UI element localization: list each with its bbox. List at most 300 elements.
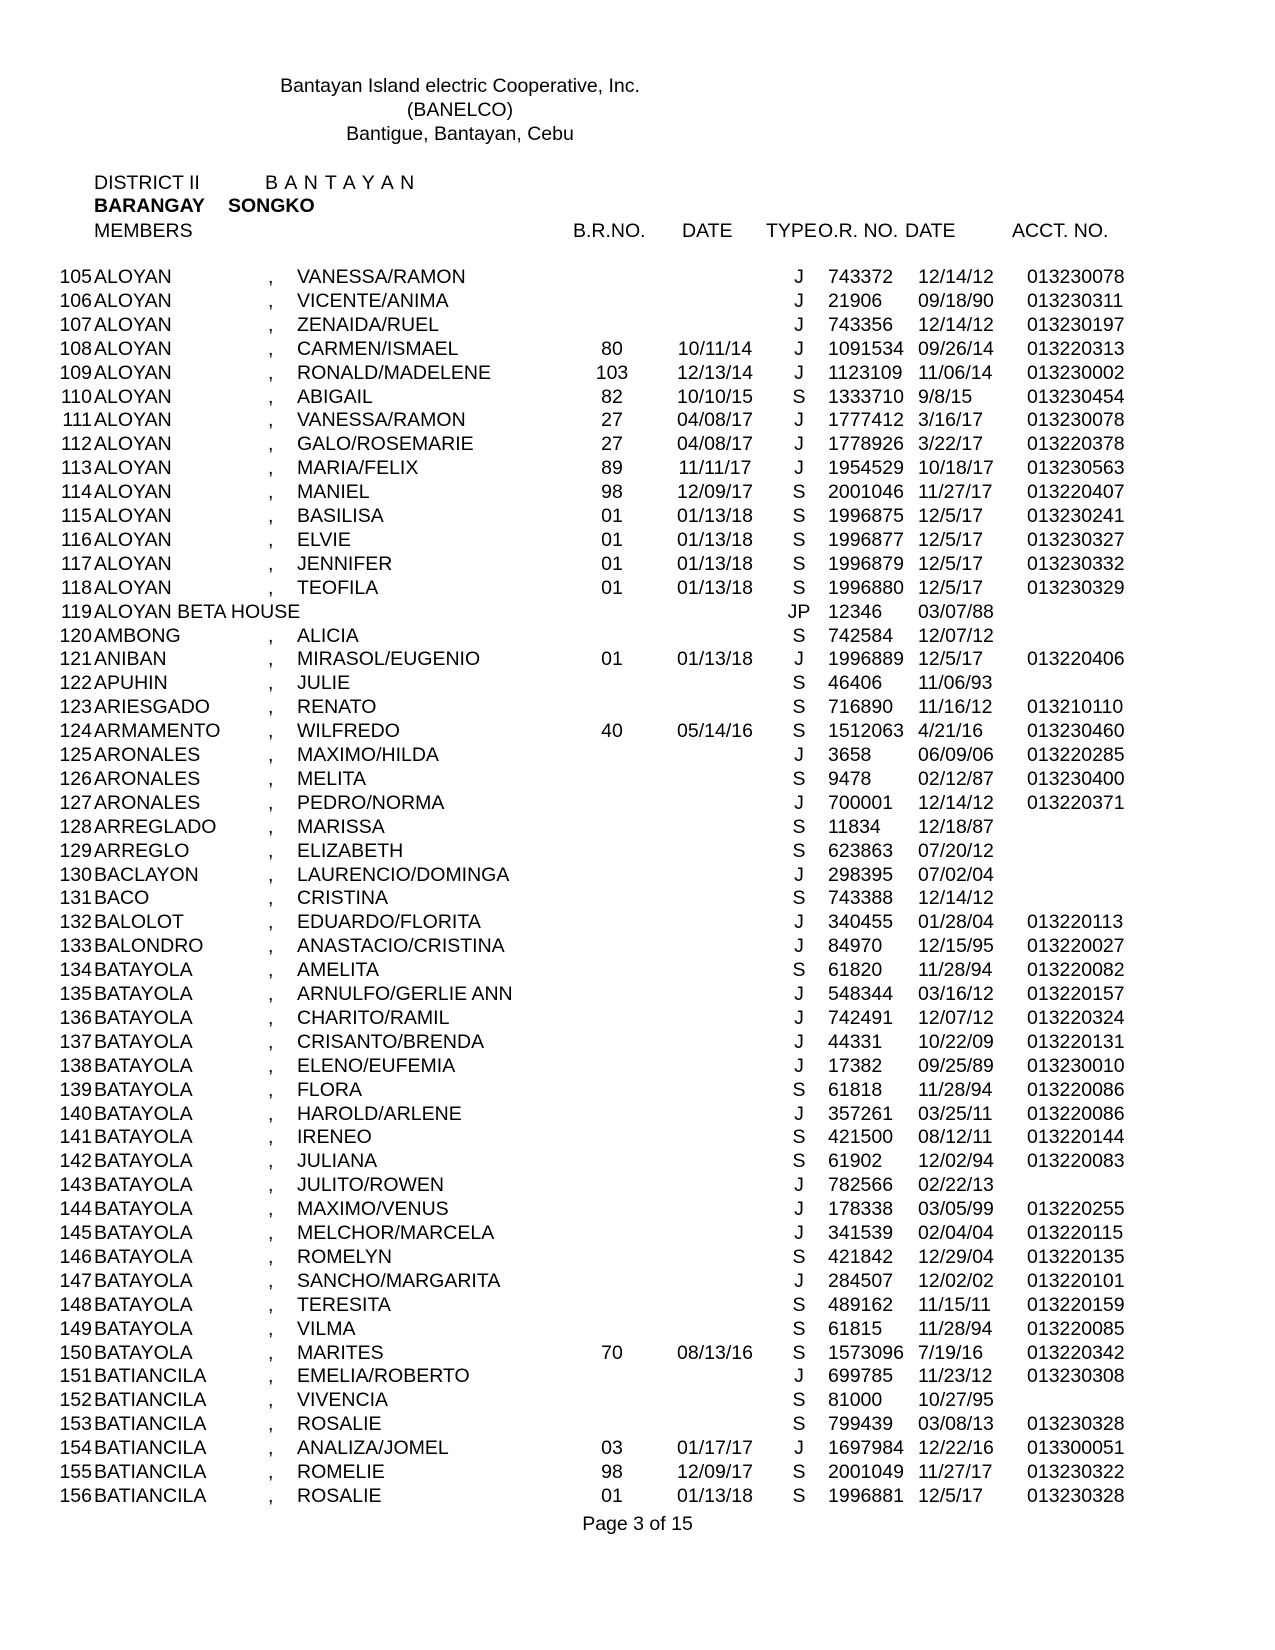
or-number: 341539 bbox=[828, 1222, 894, 1244]
br-date: 01/13/18 bbox=[677, 648, 753, 671]
or-date: 10/27/95 bbox=[918, 1389, 994, 1412]
br-number: 03 bbox=[601, 1437, 623, 1460]
table-row bbox=[0, 553, 1275, 577]
br-date: 05/14/16 bbox=[677, 720, 753, 743]
table-row bbox=[0, 1413, 1275, 1437]
member-type: S bbox=[792, 552, 806, 575]
member-type: J bbox=[794, 791, 804, 814]
last-name: BATAYOLA bbox=[94, 1174, 193, 1197]
table-row bbox=[0, 290, 1275, 314]
account-number: 013220378 bbox=[1027, 433, 1125, 456]
account-number: 013230454 bbox=[1027, 385, 1125, 408]
or-number: 21906 bbox=[828, 289, 883, 312]
or-date: 11/27/17 bbox=[918, 481, 993, 504]
name-separator: , bbox=[268, 433, 274, 456]
member-type: J bbox=[794, 313, 804, 336]
or-date: 12/18/87 bbox=[918, 815, 994, 838]
or-date: 3/16/17 bbox=[918, 409, 984, 432]
col-date: DATE bbox=[682, 220, 733, 242]
row-number: 116 bbox=[60, 528, 92, 551]
account-number: 013220131 bbox=[1027, 1030, 1125, 1053]
first-names: ANASTACIO/CRISTINA bbox=[297, 935, 505, 958]
last-name: ARONALES bbox=[94, 791, 201, 814]
or-date: 12/14/12 bbox=[918, 266, 994, 288]
table-row bbox=[0, 1126, 1275, 1150]
account-number: 013230241 bbox=[1027, 505, 1125, 527]
first-names: ARNULFO/GERLIE ANN bbox=[297, 983, 513, 1005]
member-type: J bbox=[794, 1365, 804, 1388]
or-date: 03/25/11 bbox=[918, 1102, 993, 1125]
name-separator: , bbox=[268, 1293, 274, 1316]
last-name: AMBONG bbox=[94, 624, 181, 647]
last-name: BATAYOLA bbox=[94, 1006, 193, 1029]
table-row bbox=[0, 1485, 1275, 1509]
name-separator: , bbox=[268, 481, 274, 504]
table-row bbox=[0, 481, 1275, 505]
last-name: ANIBAN bbox=[94, 648, 167, 671]
or-number: 17382 bbox=[828, 1054, 883, 1077]
account-number: 013220324 bbox=[1027, 1006, 1125, 1029]
member-type: J bbox=[794, 1054, 804, 1077]
or-date: 01/28/04 bbox=[918, 911, 994, 934]
account-number: 013220113 bbox=[1027, 911, 1124, 934]
row-number: 107 bbox=[59, 313, 92, 336]
br-number: 98 bbox=[601, 481, 623, 504]
last-name: ALOYAN bbox=[94, 552, 172, 575]
or-number: 357261 bbox=[828, 1102, 894, 1125]
member-type: J bbox=[794, 1102, 804, 1125]
or-date: 12/5/17 bbox=[918, 648, 984, 671]
br-number: 27 bbox=[601, 409, 623, 432]
or-number: 44331 bbox=[828, 1030, 883, 1053]
last-name: APUHIN bbox=[94, 672, 168, 695]
row-number: 113 bbox=[60, 457, 92, 480]
row-number: 154 bbox=[59, 1437, 92, 1460]
member-type: S bbox=[792, 1389, 806, 1412]
member-type: S bbox=[792, 672, 806, 695]
first-names: VICENTE/ANIMA bbox=[297, 289, 449, 312]
row-number: 152 bbox=[59, 1389, 92, 1412]
account-number: 013220115 bbox=[1027, 1222, 1124, 1244]
account-number: 013220101 bbox=[1027, 1269, 1125, 1292]
member-type: J bbox=[794, 648, 804, 671]
first-names: SANCHO/MARGARITA bbox=[297, 1269, 501, 1292]
first-names: GALO/ROSEMARIE bbox=[297, 433, 474, 456]
or-number: 1996880 bbox=[828, 576, 904, 599]
table-row bbox=[0, 720, 1275, 744]
first-names: ALICIA bbox=[297, 624, 359, 647]
or-number: 1091534 bbox=[828, 337, 904, 360]
page-number: Page 3 of 15 bbox=[582, 1513, 693, 1535]
col-members: MEMBERS bbox=[94, 220, 193, 242]
name-separator: , bbox=[268, 1365, 274, 1388]
br-date: 04/08/17 bbox=[677, 409, 753, 432]
table-row bbox=[0, 1198, 1275, 1222]
name-separator: , bbox=[268, 815, 274, 838]
br-date: 04/08/17 bbox=[677, 433, 753, 456]
member-type: J bbox=[794, 337, 804, 360]
member-type: S bbox=[792, 1293, 806, 1316]
account-number: 013220135 bbox=[1027, 1245, 1125, 1268]
account-number: 013230308 bbox=[1027, 1365, 1125, 1388]
name-separator: , bbox=[268, 457, 274, 480]
member-type: S bbox=[792, 1150, 806, 1173]
member-type: S bbox=[792, 1461, 806, 1483]
first-names: TERESITA bbox=[297, 1293, 391, 1316]
table-row bbox=[0, 505, 1275, 529]
first-names: JULITO/ROWEN bbox=[297, 1174, 444, 1197]
col-br-no: B.R.NO. bbox=[573, 220, 646, 242]
or-date: 11/16/12 bbox=[918, 696, 993, 719]
first-names: CRISTINA bbox=[297, 887, 389, 910]
member-type: S bbox=[792, 1317, 806, 1340]
name-separator: , bbox=[268, 552, 274, 575]
last-name: BACO bbox=[94, 887, 150, 910]
table-row bbox=[0, 648, 1275, 672]
br-number: 01 bbox=[601, 1484, 623, 1507]
br-number: 01 bbox=[601, 552, 623, 575]
first-names: ELENO/EUFEMIA bbox=[297, 1054, 456, 1077]
or-number: 743372 bbox=[828, 266, 894, 288]
last-name: BATAYOLA bbox=[94, 959, 193, 982]
name-separator: , bbox=[268, 767, 274, 790]
first-names: RONALD/MADELENE bbox=[297, 361, 491, 384]
last-name: BATAYOLA bbox=[94, 1102, 193, 1125]
table-row bbox=[0, 529, 1275, 553]
member-type: J bbox=[794, 266, 804, 288]
or-number: 1123109 bbox=[828, 361, 903, 384]
account-number: 013220027 bbox=[1027, 935, 1125, 958]
account-number: 013220157 bbox=[1027, 983, 1125, 1005]
br-number: 82 bbox=[601, 385, 623, 408]
account-number: 013220313 bbox=[1027, 337, 1125, 360]
br-number: 40 bbox=[601, 720, 623, 743]
table-row bbox=[0, 386, 1275, 410]
last-name: ALOYAN bbox=[94, 481, 172, 504]
name-separator: , bbox=[268, 1030, 274, 1053]
or-date: 03/08/13 bbox=[918, 1413, 994, 1436]
table-row bbox=[0, 1055, 1275, 1079]
first-names: VILMA bbox=[297, 1317, 356, 1340]
last-name: ALOYAN bbox=[94, 505, 172, 527]
account-number: 013220159 bbox=[1027, 1293, 1125, 1316]
last-name: BALOLOT bbox=[94, 911, 184, 934]
table-row bbox=[0, 911, 1275, 935]
name-separator: , bbox=[268, 696, 274, 719]
account-number: 013220085 bbox=[1027, 1317, 1125, 1340]
or-number: 623863 bbox=[828, 839, 894, 862]
member-type: J bbox=[794, 1222, 804, 1244]
row-number: 109 bbox=[59, 361, 92, 384]
table-row bbox=[0, 1389, 1275, 1413]
first-names: JULIANA bbox=[297, 1150, 378, 1173]
last-name: BATAYOLA bbox=[94, 1222, 193, 1244]
br-date: 10/11/14 bbox=[677, 337, 753, 360]
row-number: 110 bbox=[60, 385, 92, 408]
or-date: 11/27/17 bbox=[918, 1461, 993, 1483]
first-names: EMELIA/ROBERTO bbox=[297, 1365, 470, 1388]
table-row bbox=[0, 840, 1275, 864]
last-name: BATAYOLA bbox=[94, 1293, 193, 1316]
member-type: S bbox=[792, 481, 806, 504]
row-number: 119 bbox=[60, 600, 92, 623]
row-number: 139 bbox=[59, 1078, 92, 1101]
or-number: 46406 bbox=[828, 672, 883, 695]
or-number: 2001049 bbox=[828, 1461, 904, 1483]
table-row bbox=[0, 338, 1275, 362]
last-name: BATAYOLA bbox=[94, 1150, 193, 1173]
last-name: BALONDRO bbox=[94, 935, 204, 958]
first-names: MELCHOR/MARCELA bbox=[297, 1222, 495, 1244]
table-row bbox=[0, 672, 1275, 696]
or-number: 11834 bbox=[828, 815, 881, 838]
first-names: PEDRO/NORMA bbox=[297, 791, 445, 814]
br-date: 01/13/18 bbox=[677, 1484, 753, 1507]
or-number: 2001046 bbox=[828, 481, 904, 504]
table-row bbox=[0, 1294, 1275, 1318]
row-number: 147 bbox=[59, 1269, 92, 1292]
account-number: 013230563 bbox=[1027, 457, 1125, 480]
first-names: MANIEL bbox=[297, 481, 370, 504]
or-date: 03/05/99 bbox=[918, 1198, 994, 1221]
table-row bbox=[0, 1461, 1275, 1485]
member-type: J bbox=[794, 409, 804, 432]
name-separator: , bbox=[268, 1054, 274, 1077]
name-separator: , bbox=[268, 1198, 274, 1221]
or-number: 61815 bbox=[828, 1317, 883, 1340]
last-name: BATAYOLA bbox=[94, 1126, 193, 1149]
name-separator: , bbox=[268, 313, 274, 336]
last-name: ALOYAN bbox=[94, 289, 172, 312]
name-separator: , bbox=[268, 1269, 274, 1292]
name-separator: , bbox=[268, 648, 274, 671]
row-number: 137 bbox=[59, 1030, 92, 1053]
or-date: 12/15/95 bbox=[918, 935, 994, 958]
last-name: BATAYOLA bbox=[94, 1245, 193, 1268]
table-row bbox=[0, 577, 1275, 601]
row-number: 136 bbox=[59, 1006, 92, 1029]
table-row bbox=[0, 409, 1275, 433]
name-separator: , bbox=[268, 1413, 274, 1436]
member-type: S bbox=[792, 1484, 806, 1507]
name-separator: , bbox=[268, 361, 274, 384]
table-row bbox=[0, 314, 1275, 338]
or-date: 06/09/06 bbox=[918, 744, 994, 766]
table-row bbox=[0, 1437, 1275, 1461]
member-type: S bbox=[792, 720, 806, 743]
last-name: ARREGLO bbox=[94, 839, 190, 862]
first-names: ZENAIDA/RUEL bbox=[297, 313, 439, 336]
account-number: 013220406 bbox=[1027, 648, 1125, 671]
or-number: 1777412 bbox=[828, 409, 904, 432]
name-separator: , bbox=[268, 289, 274, 312]
or-date: 09/26/14 bbox=[918, 337, 994, 360]
account-number: 013220083 bbox=[1027, 1150, 1125, 1173]
or-date: 11/15/11 bbox=[918, 1293, 992, 1316]
name-separator: , bbox=[268, 672, 274, 695]
or-date: 9/8/15 bbox=[918, 385, 973, 408]
first-names: MARIA/FELIX bbox=[297, 457, 419, 480]
barangay-name: SONGKO bbox=[228, 195, 315, 217]
row-number: 132 bbox=[59, 911, 92, 934]
name-separator: , bbox=[268, 337, 274, 360]
member-type: J bbox=[794, 1198, 804, 1221]
or-date: 02/22/13 bbox=[918, 1174, 994, 1197]
or-number: 743388 bbox=[828, 887, 894, 910]
first-names: AMELITA bbox=[297, 959, 379, 982]
member-type: S bbox=[792, 696, 806, 719]
row-number: 115 bbox=[60, 505, 92, 527]
br-number: 01 bbox=[601, 505, 623, 527]
or-number: 1778926 bbox=[828, 433, 904, 456]
or-number: 1333710 bbox=[828, 385, 904, 408]
member-type: J bbox=[794, 863, 804, 886]
first-names: RENATO bbox=[297, 696, 377, 719]
name-separator: , bbox=[268, 911, 274, 934]
last-name: ALOYAN bbox=[94, 361, 172, 384]
first-names: MIRASOL/EUGENIO bbox=[297, 648, 481, 671]
first-names: BASILISA bbox=[297, 505, 384, 527]
col-or-no: O.R. NO. bbox=[818, 220, 899, 242]
last-name: BATAYOLA bbox=[94, 1078, 193, 1101]
district-label: DISTRICT II bbox=[94, 172, 200, 194]
row-number: 114 bbox=[60, 481, 92, 504]
table-row bbox=[0, 457, 1275, 481]
br-number: 98 bbox=[601, 1461, 623, 1483]
table-row bbox=[0, 1318, 1275, 1342]
first-names: CHARITO/RAMIL bbox=[297, 1006, 450, 1029]
member-type: S bbox=[792, 767, 806, 790]
name-separator: , bbox=[268, 839, 274, 862]
row-number: 131 bbox=[59, 887, 92, 910]
account-number: 013230322 bbox=[1027, 1461, 1125, 1483]
first-names: CRISANTO/BRENDA bbox=[297, 1030, 485, 1053]
or-date: 03/07/88 bbox=[918, 600, 994, 623]
first-names: ROSALIE bbox=[297, 1413, 382, 1436]
account-number: 013220342 bbox=[1027, 1341, 1125, 1364]
row-number: 129 bbox=[59, 839, 92, 862]
br-number: 01 bbox=[601, 528, 623, 551]
or-number: 421842 bbox=[828, 1245, 894, 1268]
row-number: 121 bbox=[59, 648, 92, 671]
last-name: BATAYOLA bbox=[94, 983, 193, 1005]
name-separator: , bbox=[268, 1341, 274, 1364]
or-date: 11/06/93 bbox=[918, 672, 993, 695]
table-row bbox=[0, 959, 1275, 983]
row-number: 151 bbox=[59, 1365, 92, 1388]
member-type: S bbox=[792, 528, 806, 551]
or-number: 1996875 bbox=[828, 505, 904, 527]
row-number: 138 bbox=[59, 1054, 92, 1077]
org-address: Bantigue, Bantayan, Cebu bbox=[346, 123, 574, 145]
account-number: 013230328 bbox=[1027, 1484, 1125, 1507]
member-type: J bbox=[794, 433, 804, 456]
br-date: 01/17/17 bbox=[677, 1437, 753, 1460]
or-date: 07/02/04 bbox=[918, 863, 994, 886]
or-date: 12/02/02 bbox=[918, 1269, 994, 1292]
member-type: S bbox=[792, 576, 806, 599]
or-date: 11/06/14 bbox=[918, 361, 993, 384]
or-number: 799439 bbox=[828, 1413, 894, 1436]
first-names: ROMELIE bbox=[297, 1461, 385, 1483]
last-name: ALOYAN bbox=[94, 528, 172, 551]
last-name: ALOYAN bbox=[94, 385, 172, 408]
br-date: 11/11/17 bbox=[678, 457, 752, 480]
member-type: S bbox=[792, 1245, 806, 1268]
table-row bbox=[0, 696, 1275, 720]
name-separator: , bbox=[268, 1461, 274, 1483]
row-number: 122 bbox=[59, 672, 92, 695]
table-row bbox=[0, 1342, 1275, 1366]
last-name: BATAYOLA bbox=[94, 1341, 193, 1364]
first-names: VANESSA/RAMON bbox=[297, 409, 466, 432]
or-number: 84970 bbox=[828, 935, 883, 958]
or-number: 716890 bbox=[828, 696, 894, 719]
br-date: 08/13/16 bbox=[677, 1341, 753, 1364]
account-number: 013220255 bbox=[1027, 1198, 1125, 1221]
account-number: 013220086 bbox=[1027, 1078, 1125, 1101]
name-separator: , bbox=[268, 983, 274, 1005]
last-name: ARONALES bbox=[94, 744, 201, 766]
member-type: S bbox=[792, 505, 806, 527]
or-number: 1996889 bbox=[828, 648, 904, 671]
br-number: 103 bbox=[595, 361, 629, 384]
table-row bbox=[0, 864, 1275, 888]
first-names: ROMELYN bbox=[297, 1245, 392, 1268]
member-type: S bbox=[792, 815, 806, 838]
name-separator: , bbox=[268, 1484, 274, 1507]
or-number: 489162 bbox=[828, 1293, 894, 1316]
br-number: 89 bbox=[601, 457, 623, 480]
row-number: 134 bbox=[59, 959, 92, 982]
row-number: 125 bbox=[59, 744, 92, 766]
member-type: S bbox=[792, 624, 806, 647]
member-type: S bbox=[792, 839, 806, 862]
account-number: 013230327 bbox=[1027, 528, 1125, 551]
member-type: J bbox=[794, 361, 804, 384]
last-name: ALOYAN bbox=[94, 433, 172, 456]
row-number: 142 bbox=[59, 1150, 92, 1173]
first-names: ROSALIE bbox=[297, 1484, 382, 1507]
member-type: S bbox=[792, 959, 806, 982]
or-number: 12346 bbox=[828, 600, 883, 623]
row-number: 149 bbox=[59, 1317, 92, 1340]
or-date: 12/29/04 bbox=[918, 1245, 994, 1268]
name-separator: , bbox=[268, 409, 274, 432]
last-name: BATAYOLA bbox=[94, 1198, 193, 1221]
or-number: 1573096 bbox=[828, 1341, 904, 1364]
member-type: J bbox=[794, 457, 804, 480]
row-number: 127 bbox=[59, 791, 92, 814]
last-name: BATAYOLA bbox=[94, 1317, 193, 1340]
member-type: J bbox=[794, 1269, 804, 1292]
member-type: S bbox=[792, 1078, 806, 1101]
first-names: FLORA bbox=[297, 1078, 363, 1101]
row-number: 118 bbox=[60, 576, 92, 599]
last-name: BACLAYON bbox=[94, 863, 199, 886]
member-type: JP bbox=[787, 600, 811, 623]
or-date: 10/22/09 bbox=[918, 1030, 994, 1053]
or-number: 699785 bbox=[828, 1365, 894, 1388]
table-row bbox=[0, 1222, 1275, 1246]
name-separator: , bbox=[268, 1174, 274, 1197]
or-number: 743356 bbox=[828, 313, 894, 336]
or-date: 7/19/16 bbox=[918, 1341, 984, 1364]
or-date: 02/04/04 bbox=[918, 1222, 994, 1244]
row-number: 108 bbox=[59, 337, 92, 360]
row-number: 133 bbox=[59, 935, 92, 958]
table-row bbox=[0, 362, 1275, 386]
